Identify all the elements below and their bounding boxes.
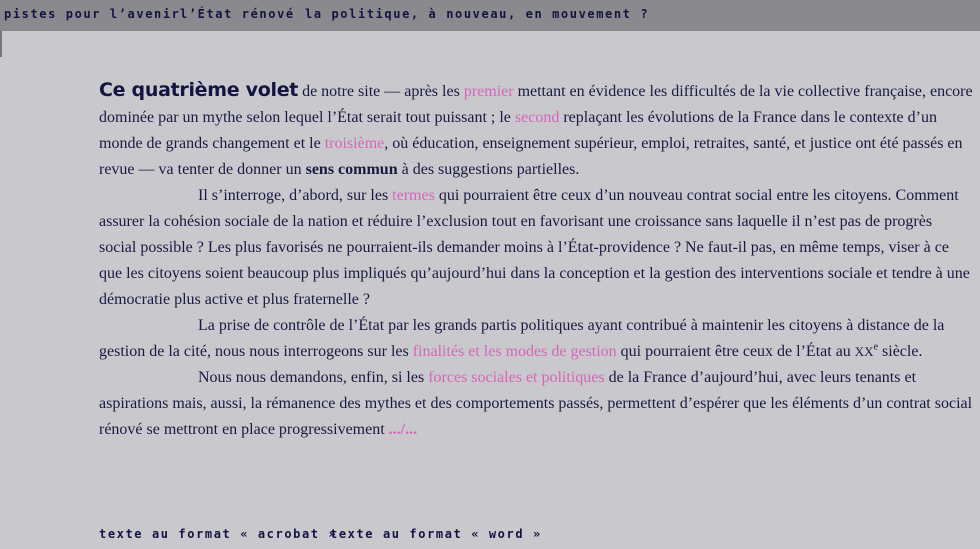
link-second[interactable]: second [514,109,560,126]
text-span: qui pourraient être ceux de l’État au [616,343,855,360]
paragraph-finalites [99,313,973,365]
text-span: Nous nous demandons, enfin, si les [198,369,429,386]
download-word-link[interactable]: texte au format « word » [330,527,542,541]
link-termes[interactable]: termes [392,187,435,204]
nav-link-etat-renove[interactable]: l’État rénové [180,7,295,21]
text-span: de la France d’aujourd’hui, avec leurs tenants et aspirations mais, aussi, la rémanence des mythes et des comportements passés, permettent d’espérer que les éléments d’un contrat social rénové se mettront en place progressivement [99,369,973,438]
link-forces-sociales-politiques[interactable]: forces sociales et politiques [428,369,605,386]
text-span: La prise de contrôle de l’État par les grands partis politiques ayant contribué à maintenir les citoyens à distance de la gestion de la cité, nous nous interrogeons sur les [99,317,945,360]
download-acrobat-link[interactable]: texte au format « acrobat » [99,527,338,541]
paragraph-forces [99,365,973,443]
text-span: de notre site — après les [298,83,464,100]
paragraph-termes [99,183,973,313]
link-premier[interactable]: premier [463,83,514,100]
text-span: replaçant les évolutions de la France dans le contexte d’un monde de grands changement et le [99,109,937,152]
text-span: mettant en évidence les difficultés de la vie collective française, encore dominée par un mythe selon lequel l’État serait tout puissant ; le [99,83,973,126]
century-superscript: e [873,341,879,353]
link-troisieme[interactable]: troisième [324,135,385,152]
link-finalites-modes-gestion[interactable]: finalités et les modes de gestion [412,343,617,360]
text-span: à des suggestions partielles. [397,161,580,178]
read-more-link[interactable]: .../... [388,421,418,438]
paragraph-intro [99,77,973,183]
text-span: siècle. [878,343,923,360]
text-span: qui pourraient être ceux d’un nouveau contrat social entre les citoyens. Comment assurer la cohésion sociale de la nation et réduire l’exclusion tout en favorisant une croissance sans laquelle il n’est pas de progrès social possible ? Les plus favorisés ne pourraient-ils demander moins à l’État-providence ? Ne faut-il pas, en même temps, viser à ce que les citoyens soient beaucoup plus impliqués qu’aujourd’hui dans la conception et la gestion des interventions sociale et tendre à une démocratie plus active et plus fraternelle ? [99,187,970,308]
frame-edge-divider [0,31,2,57]
century-numeral: XX [854,344,874,359]
text-span: Il s’interroge, d’abord, sur les [198,187,393,204]
nav-link-politique-en-mouvement[interactable]: la politique, à nouveau, en mouvement ? [305,7,650,21]
main-article [99,77,973,443]
emphasis-sens-commun: sens commun [305,161,398,178]
top-navigation-bar [0,0,980,31]
text-span: , où éducation, enseignement supérieur, emploi, retraites, santé, et justice ont été passés en revue — va tenter de donner un [99,135,963,178]
nav-link-pistes-pour-avenir[interactable]: pistes pour l’avenir [4,7,181,21]
lead-heading: Ce quatrième volet [99,79,299,101]
